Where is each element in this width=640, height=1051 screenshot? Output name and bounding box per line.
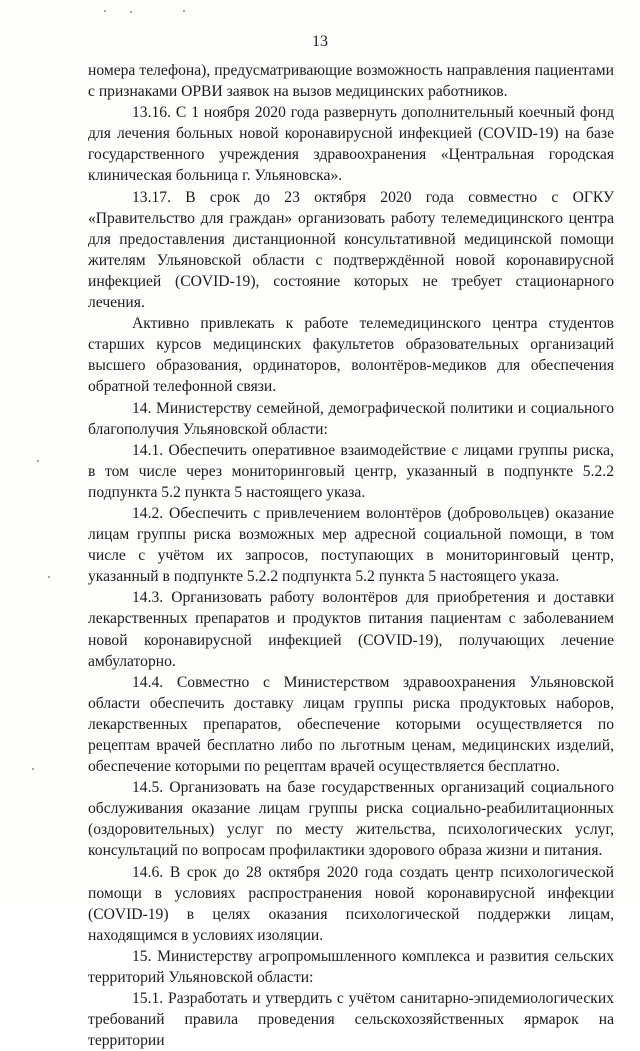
scan-speck [48, 576, 50, 578]
scan-speck [104, 10, 106, 12]
paragraph-14-5: 14.5. Организовать на базе государственных организаций социального обслуживания оказание лицам группы риска социально-реабилитационных (оздоровительных) услуг по месту жительства, психологических услуг, консультаций по вопросам профилактики здорового образа жизни и питания. [88, 779, 614, 860]
paragraph-14-6: 14.6. В срок до 28 октября 2020 года создать центр психологической помощи в условиях распространения новой коронавирусной инфекции (COVID-19) в целях оказания психологической поддержки лицам, находящимся в условиях изоляции. [88, 863, 614, 944]
paragraph-14-4: 14.4. Совместно с Министерством здравоохранения Ульяновской области обеспечить доставку лицам группы риска продуктовых наборов, лекарственных препаратов, обеспечение которыми осуществляется по рецептам врачей бесплатно либо по льготным ценам, медицинских изделий, обеспечение которыми по рецептам врачей осуществляется бесплатно. [88, 673, 614, 776]
paragraph-15: 15. Министерству агропромышленного комплекса и развития сельских территорий Ульяновской области: [88, 947, 614, 987]
paragraph-14-2: 14.2. Обеспечить с привлечением волонтёров (добровольцев) оказание лицам группы риска возможных мер адресной социальной помощи, в том числе с учётом их запросов, поступающих в мониторинговый центр, указанный в подпункте 5.2.2 подпункта 5.2 пункта 5 настоящего указа. [88, 504, 614, 586]
paragraph-telemedicine: Активно привлекать к работе телемедицинского центра студентов старших курсов медицинских факультетов образовательных организаций высшего образования, ординаторов, волонтёров-медиков для обеспечения обратной телефонной связи. [88, 315, 614, 396]
document-body [88, 60, 614, 1051]
page-number: 13 [312, 33, 328, 50]
paragraph-15-1: 15.1. Разработать и утвердить с учётом санитарно-эпидемиологических требований правила проведения сельскохозяйственных ярмарок на территории [88, 990, 614, 1050]
paragraph-13-16: 13.16. С 1 ноября 2020 года развернуть дополнительный коечный фонд для лечения больных новой коронавирусной инфекцией (COVID-19) на базе государственного учреждения здравоохранения «Центральная городская клиническая больница г. Ульяновска». [88, 104, 614, 185]
paragraph-14: 14. Министерству семейной, демографической политики и социального благополучия Ульяновской области: [88, 399, 614, 438]
scan-speck [183, 10, 185, 12]
paragraph: номера телефона), предусматривающие возможность направления пациентами с признаками ОРВИ заявок на вызов медицинских работников. [88, 62, 614, 101]
paragraph-13-17: 13.17. В срок до 23 октября 2020 года совместно с ОГКУ «Правительство для граждан» организовать работу телемедицинского центра для предоставления дистанционной консультативной медицинской помощи жителям Ульяновской области с подтверждённой новой коронавирусной инфекцией (COVID-19), состояние которых не требует стационарного лечения. [88, 188, 614, 312]
paragraph-14-1: 14.1. Обеспечить оперативное взаимодействие с лицами группы риска, в том числе через мониторинговый центр, указанный в подпункте 5.2.2 подпункта 5.2 пункта 5 настоящего указа. [88, 441, 614, 501]
scan-speck [130, 11, 132, 13]
paragraph-14-3: 14.3. Организовать работу волонтёров для приобретения и доставки лекарственных препаратов и продуктов питания пациентам с заболеванием новой коронавирусной инфекцией (COVID-19), получающих лечение амбулаторно. [88, 589, 614, 670]
scan-speck [32, 768, 34, 770]
scan-speck [37, 460, 39, 462]
